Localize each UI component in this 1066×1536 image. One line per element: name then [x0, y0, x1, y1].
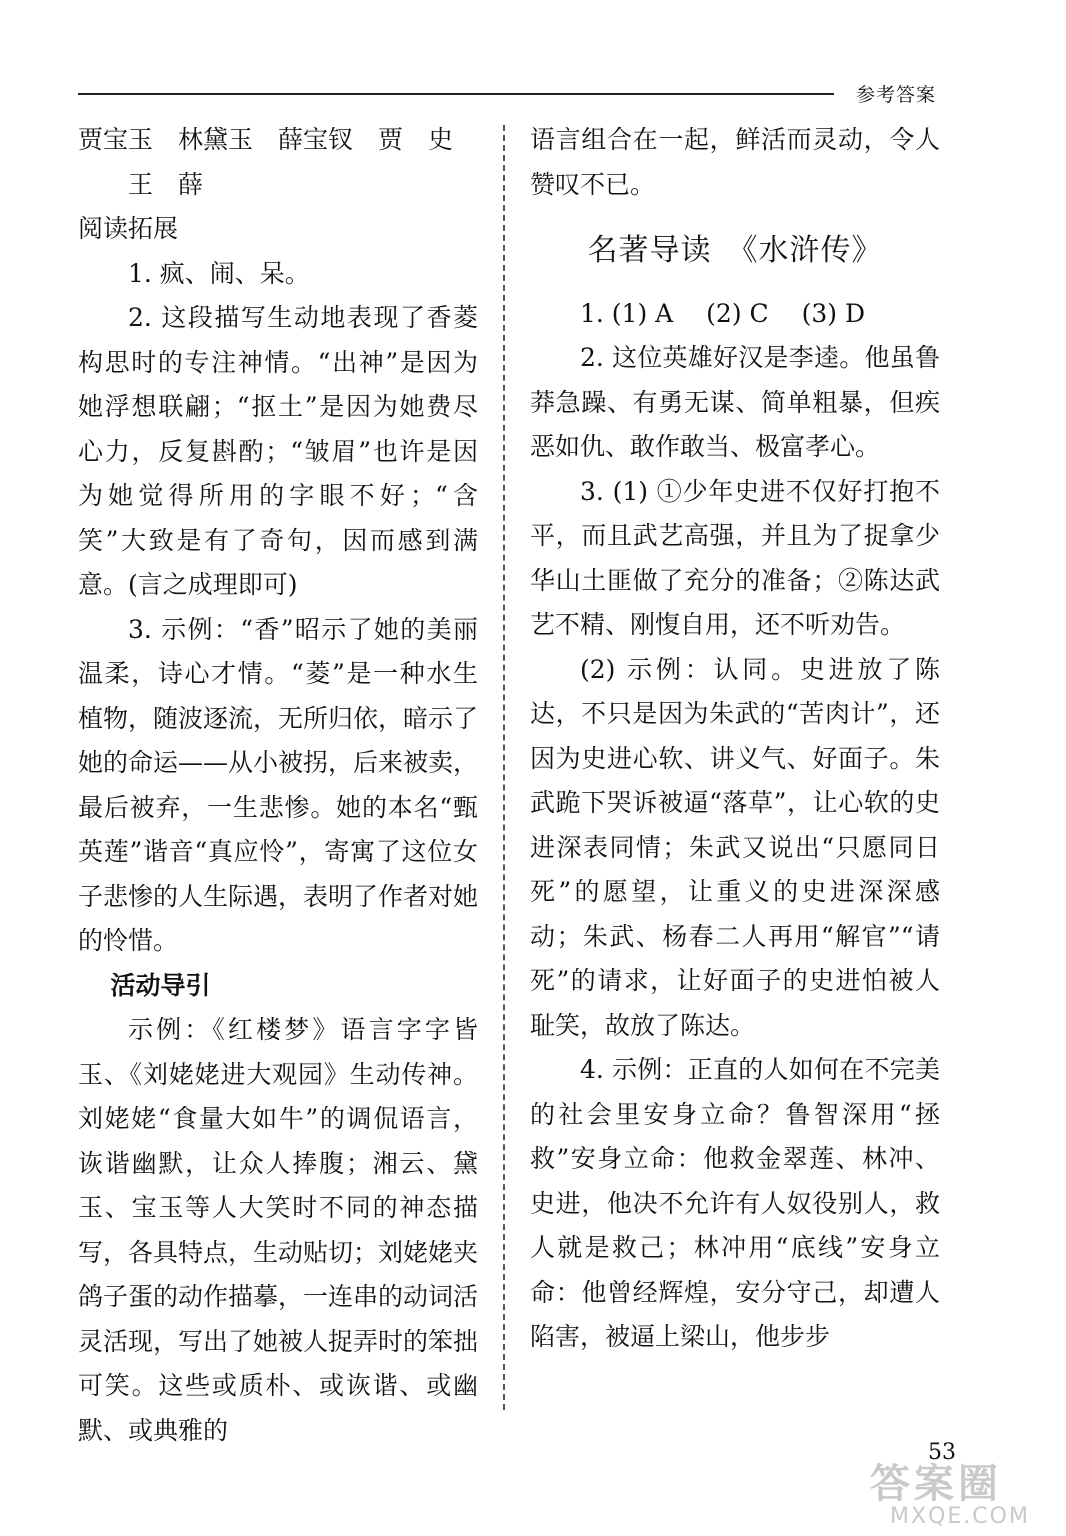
answer-1: 1. 疯、闹、呆。	[128, 258, 310, 288]
watermark-top: 答案圈	[870, 1461, 1002, 1507]
activity-heading: 活动导引	[110, 970, 211, 1000]
right-column	[530, 118, 940, 1360]
answer-2: 2. 这位英雄好汉是李逵。他虽鲁莽急躁、有勇无谋、简单粗暴，但疾恶如仇、敢作敢当、极富孝心。	[530, 343, 940, 461]
continuation-text: 语言组合在一起，鲜活而灵动，令人赞叹不已。	[530, 125, 940, 199]
answer-1-choices: 1. (1) A (2) C (3) D	[580, 298, 865, 328]
header-rule	[78, 93, 834, 95]
activity-text: 示例：《红楼梦》语言字字皆玉、《刘姥姥进大观园》生动传神。刘姥姥“食量大如牛”的调侃语言，诙谐幽默，让众人捧腹；湘云、黛玉、宝玉等人大笑时不同的神态描写，各具特点，生动贴切；刘姥姥夹鸽子蛋的动作描摹，一连串的动词活灵活现，写出了她被人捉弄时的笨拙可笑。这些或质朴、或诙谐、或幽默、或典雅的	[78, 1015, 479, 1445]
section-title: 名著导读 《水浒传》	[587, 233, 883, 268]
page-number: 53	[928, 1440, 956, 1465]
watermark-bottom: MXQE.COM	[890, 1504, 1030, 1529]
answer-3-part-2: (2) 示例：认同。史进放了陈达，不只是因为朱武的“苦肉计”，还因为史进心软、讲义气、好面子。朱武跪下哭诉被逼“落草”，让心软的史进深表同情；朱武又说出“只愿同日死”的愿望，让重义的史进深深感动；朱武、杨春二人再用“解官”“请死”的请求，让好面子的史进怕被人耻笑，故放了陈达。	[530, 654, 940, 1040]
answer-3: 3. 示例：“香”昭示了她的美丽温柔，诗心才情。“菱”是一种水生植物，随波逐流，无所归依，暗示了她的命运——从小被拐，后来被卖，最后被弃，一生悲惨。她的本名“甄英莲”谐音“真应怜”，寄寓了这位女子悲惨的人生际遇，表明了作者对她的怜惜。	[78, 614, 479, 955]
reading-heading: 阅读拓展	[78, 214, 179, 243]
answer-2: 2. 这段描写生动地表现了香菱构思时的专注神情。“出神”是因为她浮想联翩；“抠土”是因为她费尽心力，反复斟酌；“皱眉”也许是因为她觉得所用的字眼不好；“含笑”大致是有了奇句，因而感到满意。(言之成理即可)	[78, 303, 478, 599]
left-column	[78, 118, 478, 1453]
column-divider	[503, 125, 505, 1410]
names-line-2: 王 薛	[128, 169, 204, 199]
answer-3-part-1: 3. (1) ①少年史进不仅好打抱不平，而且武艺高强，并且为了捉拿少华山土匪做了充分的准备；②陈达武艺不精、刚愎自用，还不听劝告。	[530, 476, 940, 639]
header-section-label: 参考答案	[856, 84, 937, 106]
answer-4: 4. 示例：正直的人如何在不完美的社会里安身立命？鲁智深用“拯救”安身立命：他救金翠莲、林冲、史进，他决不允许有人奴役别人，救人就是救己；林冲用“底线”安身立命：他曾经辉煌，安分守己，却遭人陷害，被逼上梁山，他步步	[530, 1055, 940, 1351]
watermark-logo	[870, 1462, 1050, 1528]
names-line-1: 贾宝玉 林黛玉 薛宝钗 贾 史	[78, 125, 454, 154]
